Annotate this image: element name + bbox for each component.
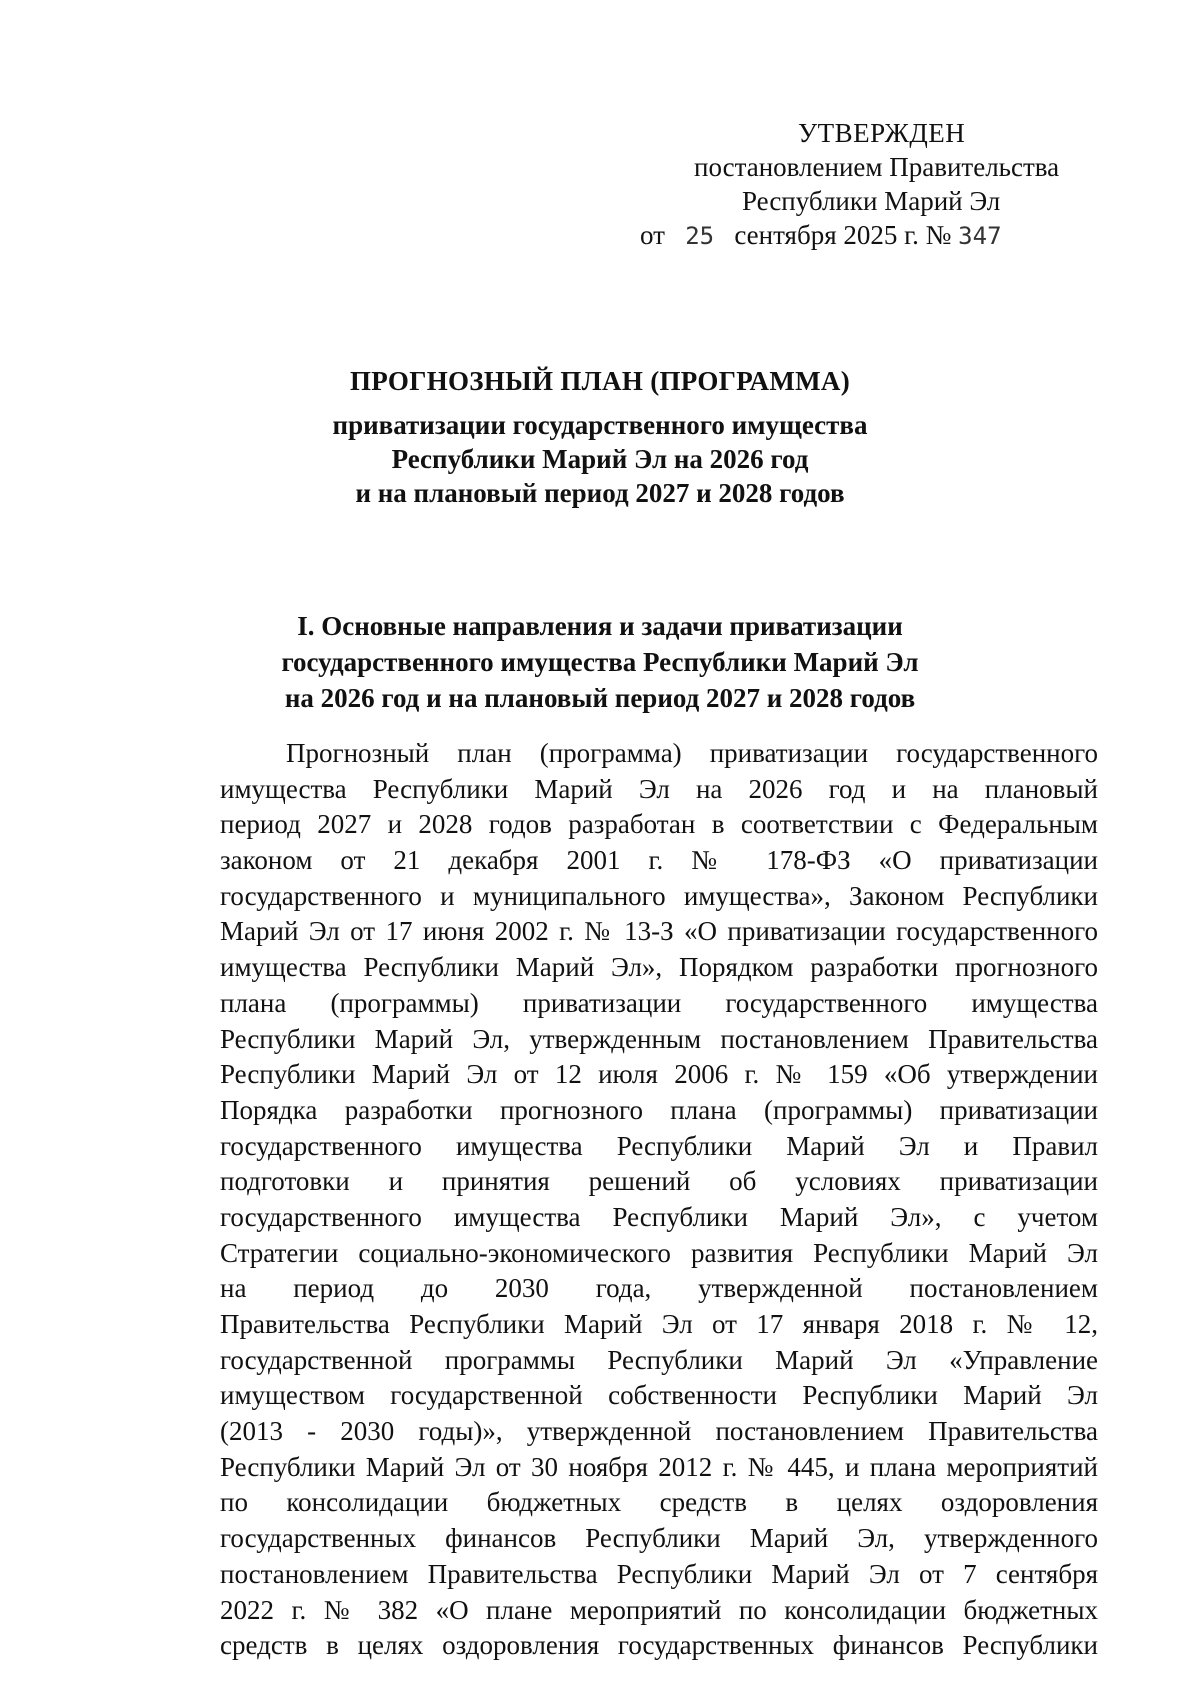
subtitle-line: Республики Марий Эл на 2026 год: [391, 444, 809, 474]
body-line: подготовки и принятия решений об условиях приватизации: [220, 1166, 1098, 1197]
approval-day: 25: [685, 222, 715, 250]
subtitle-line: и на плановый период 2027 и 2028 годов: [355, 478, 845, 508]
body-line: по консолидации бюджетных средств в целях оздоровления: [220, 1487, 1098, 1518]
document-title: ПРОГНОЗНЫЙ ПЛАН (ПРОГРАММА): [349, 366, 850, 396]
body-line: Прогнозный план (программа) приватизации государственного: [286, 738, 1098, 768]
body-line: Правительства Республики Марий Эл от 17 января 2018 г. № 12,: [220, 1309, 1098, 1339]
body-line: Республики Марий Эл от 30 ноября 2012 г. № 445, и плана мероприятий: [220, 1451, 1098, 1482]
approval-republic: Республики Марий Эл: [742, 186, 1001, 216]
body-line: государственного имущества Республики Марий Эл», с учетом: [220, 1201, 1098, 1232]
body-line: средств в целях оздоровления государственных финансов Республики: [220, 1630, 1098, 1661]
approval-title: УТВЕРЖДЕН: [798, 118, 966, 148]
body-line: имущества Республики Марий Эл», Порядком разработки прогнозного: [220, 952, 1098, 983]
body-paragraph: [220, 736, 1098, 1664]
body-line: Марий Эл от 17 июня 2002 г. № 13-З «О приватизации государственного: [220, 916, 1098, 947]
body-line: на период до 2030 года, утвержденной постановлением: [220, 1273, 1098, 1304]
approval-date-prefix: от: [640, 220, 665, 250]
document-subtitle: [0, 408, 1200, 510]
section-heading: [0, 608, 1200, 716]
body-line: государственного имущества Республики Марий Эл и Правил: [220, 1130, 1098, 1161]
body-line: период 2027 и 2028 годов разработан в соответствии с Федеральным: [220, 809, 1098, 840]
body-line: Порядка разработки прогнозного плана (программы) приватизации: [220, 1094, 1098, 1125]
section-heading-line: на 2026 год и на плановый период 2027 и 2028 годов: [284, 683, 916, 713]
body-line: законом от 21 декабря 2001 г. № 178-ФЗ «О приватизации: [220, 845, 1098, 876]
body-line: постановлением Правительства Республики Марий Эл от 7 сентября: [220, 1558, 1098, 1589]
approval-decree: постановлением Правительства: [694, 152, 1060, 182]
section-heading-line: государственного имущества Республики Марий Эл: [281, 647, 919, 677]
body-line: имуществом государственной собственности Республики Марий Эл: [220, 1380, 1098, 1411]
body-line: (2013 - 2030 годы)», утвержденной постановлением Правительства: [220, 1416, 1098, 1447]
body-line: Стратегии социально-экономического развития Республики Марий Эл: [220, 1237, 1098, 1268]
body-line: государственного и муниципального имущества», Законом Республики: [220, 880, 1098, 911]
approval-stamp: [640, 116, 1060, 253]
body-line: государственной программы Республики Марий Эл «Управление: [220, 1344, 1098, 1375]
approval-date: [640, 218, 1060, 253]
body-line: имущества Республики Марий Эл на 2026 год и на плановый: [220, 773, 1098, 804]
section-heading-line: I. Основные направления и задачи приватизации: [297, 611, 903, 641]
approval-number: 347: [958, 222, 1002, 250]
body-line: плана (программы) приватизации государственного имущества: [220, 987, 1098, 1018]
subtitle-line: приватизации государственного имущества: [332, 410, 868, 440]
body-line: государственных финансов Республики Марий Эл, утвержденного: [220, 1523, 1098, 1554]
approval-date-mid: сентября 2025 г. №: [734, 220, 952, 250]
body-line: Республики Марий Эл, утвержденным постановлением Правительства: [220, 1023, 1098, 1054]
body-line: Республики Марий Эл от 12 июля 2006 г. № 159 «Об утверждении: [220, 1059, 1098, 1090]
body-line: 2022 г. № 382 «О плане мероприятий по консолидации бюджетных: [220, 1594, 1098, 1625]
